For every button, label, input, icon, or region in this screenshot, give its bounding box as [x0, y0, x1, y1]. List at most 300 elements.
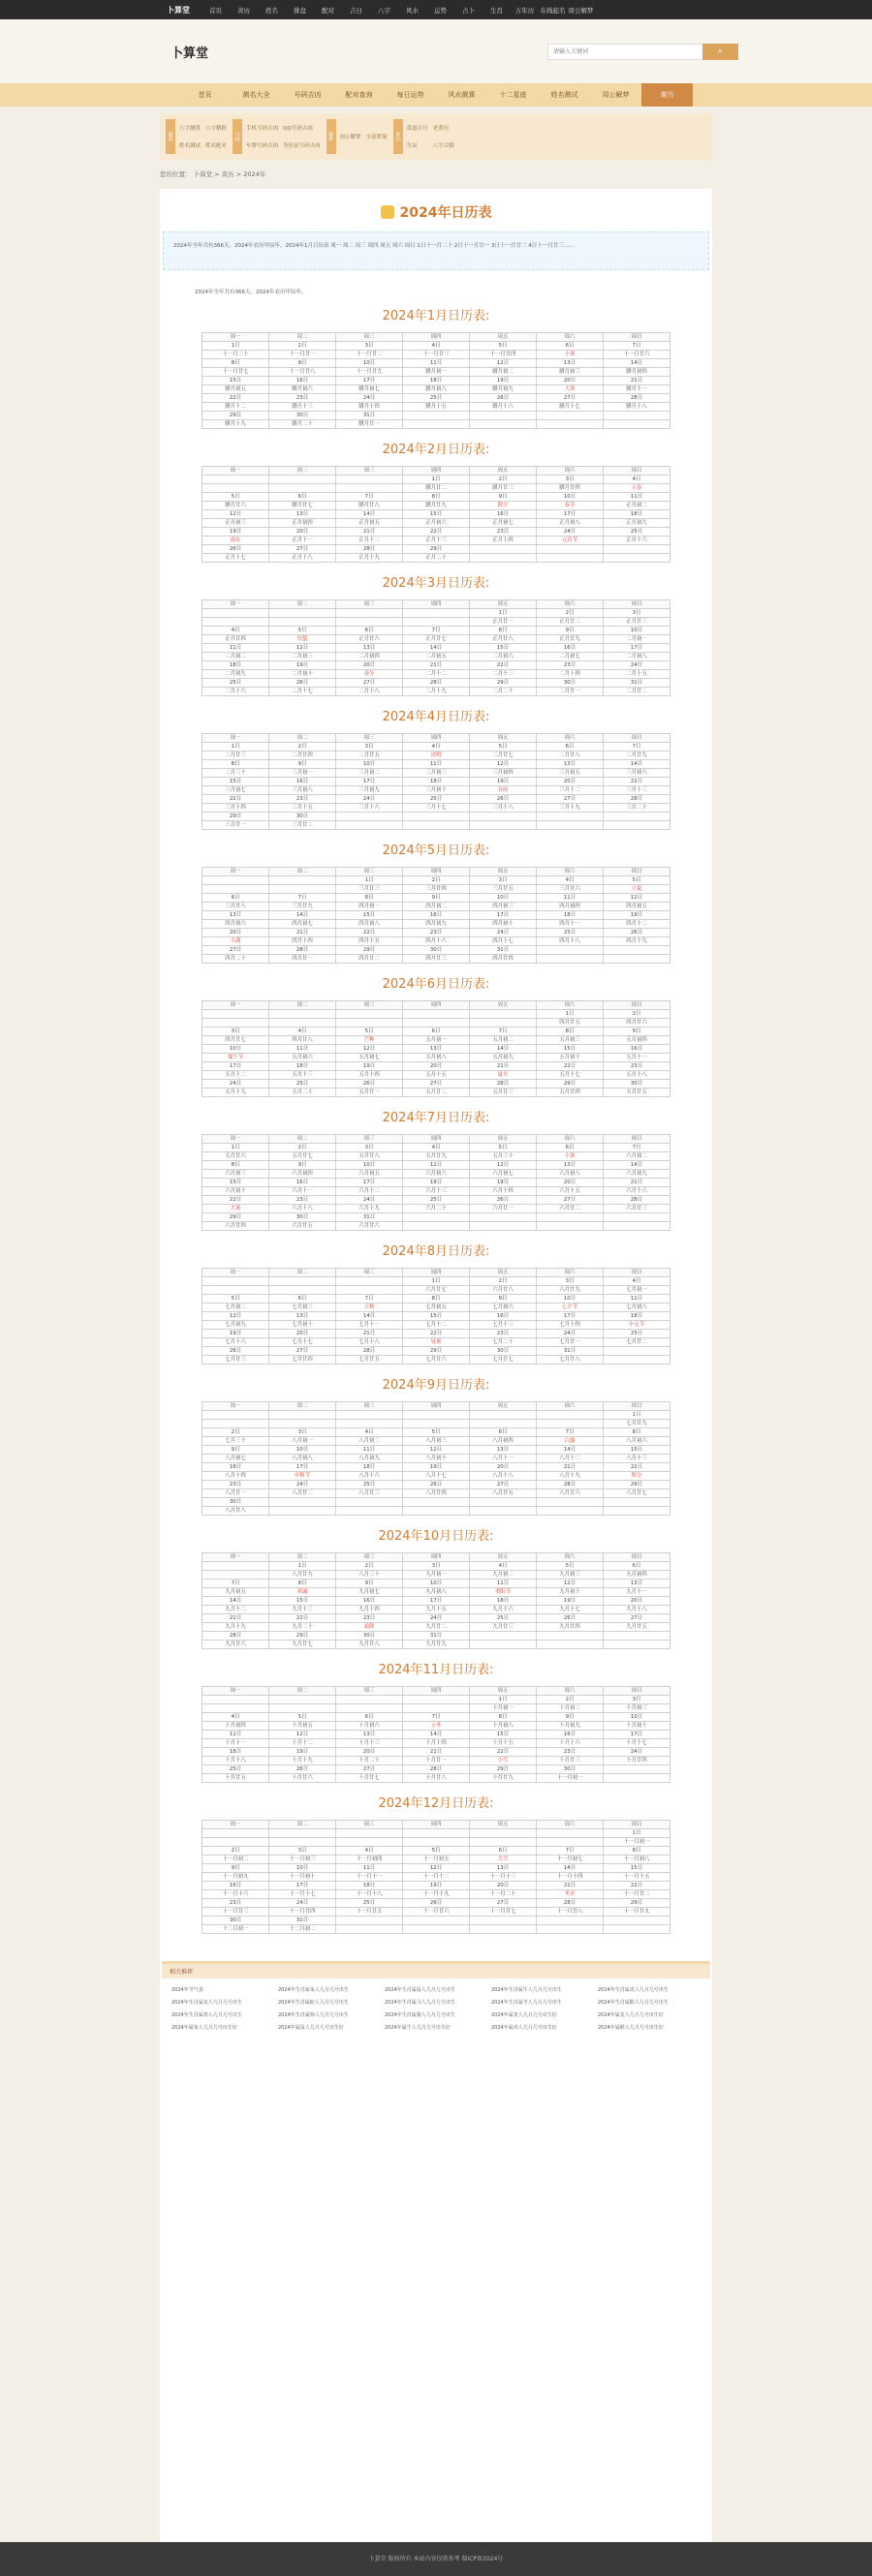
- day-cell[interactable]: 24日: [537, 1330, 604, 1338]
- day-cell[interactable]: 24日: [336, 795, 403, 804]
- related-link[interactable]: 2024年属猴人几月几号出生好: [598, 2025, 664, 2031]
- sub-nav-link[interactable]: 老黄历: [432, 126, 450, 132]
- day-cell[interactable]: 6日: [403, 1027, 470, 1036]
- day-cell[interactable]: 24日: [604, 661, 670, 670]
- day-cell[interactable]: 6日: [470, 1847, 537, 1855]
- day-cell[interactable]: 9日: [537, 627, 604, 635]
- day-cell[interactable]: 25日: [202, 679, 269, 688]
- day-cell[interactable]: 5日: [537, 1562, 604, 1571]
- day-cell[interactable]: 29日: [403, 1347, 470, 1356]
- day-cell[interactable]: 15日: [202, 778, 269, 786]
- day-cell[interactable]: 26日: [537, 1614, 604, 1623]
- day-cell[interactable]: 30日: [202, 1917, 269, 1925]
- day-cell[interactable]: 11日: [403, 760, 470, 769]
- day-cell[interactable]: 15日: [604, 1864, 670, 1873]
- day-cell[interactable]: 13日: [269, 510, 336, 519]
- day-cell[interactable]: 19日: [403, 1463, 470, 1472]
- day-cell[interactable]: 22日: [336, 929, 403, 937]
- day-cell[interactable]: 26日: [202, 1347, 269, 1356]
- day-cell[interactable]: 3日: [336, 342, 403, 351]
- day-cell[interactable]: 4日: [202, 627, 269, 635]
- day-cell[interactable]: 28日: [403, 1765, 470, 1774]
- day-cell[interactable]: 2日: [202, 1428, 269, 1437]
- day-cell[interactable]: 13日: [269, 1312, 336, 1321]
- day-cell[interactable]: 20日: [269, 1330, 336, 1338]
- day-cell[interactable]: 7日: [604, 342, 670, 351]
- day-cell[interactable]: 24日: [336, 394, 403, 403]
- day-cell[interactable]: 28日: [269, 946, 336, 955]
- day-cell[interactable]: 13日: [403, 1045, 470, 1054]
- day-cell[interactable]: 25日: [336, 1481, 403, 1489]
- day-cell[interactable]: 2日: [336, 1562, 403, 1571]
- site-logo[interactable]: 卜算堂: [171, 46, 209, 61]
- day-cell[interactable]: 12日: [269, 1731, 336, 1739]
- day-cell[interactable]: 24日: [537, 528, 604, 537]
- day-cell[interactable]: 14日: [537, 1446, 604, 1455]
- day-cell[interactable]: 18日: [537, 911, 604, 920]
- day-cell[interactable]: 18日: [403, 1179, 470, 1187]
- related-link[interactable]: 2024年生肖属猴人几月几号出生: [598, 2000, 669, 2006]
- day-cell[interactable]: 31日: [336, 412, 403, 420]
- day-cell[interactable]: 17日: [336, 778, 403, 786]
- day-cell[interactable]: 12日: [537, 1579, 604, 1588]
- day-cell[interactable]: 21日: [604, 1179, 670, 1187]
- day-cell[interactable]: 25日: [403, 394, 470, 403]
- related-link[interactable]: 2024年节气表: [171, 1987, 203, 1993]
- top-nav-item[interactable]: 万年历: [514, 6, 535, 15]
- day-cell[interactable]: 26日: [470, 394, 537, 403]
- day-cell[interactable]: 6日: [470, 1428, 537, 1437]
- day-cell[interactable]: 13日: [604, 1579, 670, 1588]
- day-cell[interactable]: 19日: [202, 1330, 269, 1338]
- day-cell[interactable]: 4日: [336, 1428, 403, 1437]
- day-cell[interactable]: 6日: [537, 342, 604, 351]
- main-nav-item[interactable]: 首页: [198, 91, 212, 99]
- top-nav-item[interactable]: 姓名: [265, 6, 278, 15]
- day-cell[interactable]: 16日: [470, 1312, 537, 1321]
- day-cell[interactable]: 21日: [470, 1062, 537, 1071]
- day-cell[interactable]: 8日: [269, 1579, 336, 1588]
- day-cell[interactable]: 5日: [202, 1295, 269, 1303]
- day-cell[interactable]: 16日: [269, 1179, 336, 1187]
- day-cell[interactable]: 19日: [336, 1062, 403, 1071]
- day-cell[interactable]: 25日: [604, 528, 670, 537]
- day-cell[interactable]: 15日: [403, 1312, 470, 1321]
- sub-nav-link[interactable]: QQ号码吉凶: [283, 126, 313, 132]
- day-cell[interactable]: 21日: [336, 528, 403, 537]
- day-cell[interactable]: 24日: [403, 1614, 470, 1623]
- day-cell[interactable]: 12日: [202, 510, 269, 519]
- day-cell[interactable]: 6日: [537, 743, 604, 751]
- day-cell[interactable]: 30日: [269, 412, 336, 420]
- day-cell[interactable]: 18日: [403, 778, 470, 786]
- day-cell[interactable]: 23日: [537, 1748, 604, 1757]
- day-cell[interactable]: 22日: [537, 1062, 604, 1071]
- top-logo[interactable]: 卜算堂: [167, 5, 190, 15]
- day-cell[interactable]: 8日: [604, 1847, 670, 1855]
- day-cell[interactable]: 11日: [470, 1579, 537, 1588]
- day-cell[interactable]: 2日: [269, 743, 336, 751]
- day-cell[interactable]: 2日: [202, 1847, 269, 1855]
- related-link[interactable]: 2024年生肖属鸡人几月几号出生: [171, 2012, 242, 2018]
- day-cell[interactable]: 14日: [336, 1312, 403, 1321]
- day-cell[interactable]: 2日: [269, 342, 336, 351]
- day-cell[interactable]: 19日: [470, 377, 537, 385]
- day-cell[interactable]: 8日: [470, 1713, 537, 1722]
- day-cell[interactable]: 2日: [403, 876, 470, 885]
- day-cell[interactable]: 6日: [202, 894, 269, 903]
- day-cell[interactable]: 15日: [403, 510, 470, 519]
- day-cell[interactable]: 1日: [202, 743, 269, 751]
- top-nav-item[interactable]: 首页: [209, 6, 222, 15]
- day-cell[interactable]: 29日: [470, 1765, 537, 1774]
- day-cell[interactable]: 23日: [537, 661, 604, 670]
- day-cell[interactable]: 27日: [470, 1481, 537, 1489]
- day-cell[interactable]: 9日: [269, 1161, 336, 1170]
- day-cell[interactable]: 7日: [403, 627, 470, 635]
- day-cell[interactable]: 16日: [336, 1597, 403, 1606]
- day-cell[interactable]: 23日: [269, 795, 336, 804]
- day-cell[interactable]: 29日: [202, 813, 269, 821]
- day-cell[interactable]: 10日: [537, 1295, 604, 1303]
- day-cell[interactable]: 9日: [202, 1446, 269, 1455]
- main-nav-item[interactable]: 周公解梦: [602, 91, 630, 99]
- day-cell[interactable]: 29日: [403, 545, 470, 554]
- day-cell[interactable]: 11日: [403, 359, 470, 368]
- top-nav-item[interactable]: 周公解梦: [568, 6, 594, 15]
- main-nav-item[interactable]: 风水测算: [448, 91, 476, 99]
- day-cell[interactable]: 5日: [470, 743, 537, 751]
- day-cell[interactable]: 24日: [269, 1899, 336, 1908]
- day-cell[interactable]: 22日: [403, 1330, 470, 1338]
- day-cell[interactable]: 16日: [269, 778, 336, 786]
- day-cell[interactable]: 19日: [403, 1882, 470, 1890]
- day-cell[interactable]: 22日: [269, 1614, 336, 1623]
- day-cell[interactable]: 25日: [202, 1765, 269, 1774]
- top-nav-item[interactable]: 生肖: [490, 6, 503, 15]
- day-cell[interactable]: 1日: [269, 1562, 336, 1571]
- day-cell[interactable]: 21日: [269, 929, 336, 937]
- day-cell[interactable]: 26日: [403, 1899, 470, 1908]
- related-link[interactable]: 2024年属龙人几月几号出生好: [598, 2012, 664, 2018]
- day-cell[interactable]: 8日: [403, 1295, 470, 1303]
- day-cell[interactable]: 26日: [202, 545, 269, 554]
- day-cell[interactable]: 14日: [403, 644, 470, 653]
- related-link[interactable]: 2024年属虎人几月几号出生好: [491, 2025, 557, 2031]
- day-cell[interactable]: 2日: [470, 1277, 537, 1286]
- day-cell[interactable]: 3日: [537, 1277, 604, 1286]
- day-cell[interactable]: 8日: [604, 1428, 670, 1437]
- day-cell[interactable]: 5日: [470, 342, 537, 351]
- day-cell[interactable]: 12日: [470, 1161, 537, 1170]
- day-cell[interactable]: 26日: [336, 1080, 403, 1089]
- day-cell[interactable]: 29日: [604, 1899, 670, 1908]
- day-cell[interactable]: 4日: [403, 743, 470, 751]
- day-cell[interactable]: 27日: [269, 1347, 336, 1356]
- day-cell[interactable]: 8日: [202, 760, 269, 769]
- day-cell[interactable]: 20日: [470, 1463, 537, 1472]
- day-cell[interactable]: 13日: [470, 1446, 537, 1455]
- day-cell[interactable]: 6日: [336, 627, 403, 635]
- day-cell[interactable]: 27日: [202, 946, 269, 955]
- day-cell[interactable]: 15日: [537, 1045, 604, 1054]
- day-cell[interactable]: 7日: [537, 1847, 604, 1855]
- day-cell[interactable]: 14日: [604, 760, 670, 769]
- day-cell[interactable]: 3日: [202, 1027, 269, 1036]
- related-link[interactable]: 2024年生肖属猪人几月几号出生: [385, 2012, 455, 2018]
- day-cell[interactable]: 1日: [537, 1010, 604, 1019]
- day-cell[interactable]: 26日: [470, 1196, 537, 1205]
- day-cell[interactable]: 17日: [336, 1179, 403, 1187]
- day-cell[interactable]: 1日: [403, 475, 470, 484]
- day-cell[interactable]: 12日: [470, 760, 537, 769]
- day-cell[interactable]: 23日: [470, 1330, 537, 1338]
- day-cell[interactable]: 21日: [537, 1882, 604, 1890]
- day-cell[interactable]: 9日: [470, 493, 537, 502]
- day-cell[interactable]: 7日: [202, 1579, 269, 1588]
- day-cell[interactable]: 3日: [537, 475, 604, 484]
- day-cell[interactable]: 17日: [470, 911, 537, 920]
- day-cell[interactable]: 17日: [269, 1882, 336, 1890]
- day-cell[interactable]: 11日: [403, 1161, 470, 1170]
- related-link[interactable]: 2024年属龙人几月几号出生好: [491, 2012, 557, 2018]
- day-cell[interactable]: 28日: [336, 545, 403, 554]
- day-cell[interactable]: 19日: [202, 528, 269, 537]
- day-cell[interactable]: 14日: [336, 510, 403, 519]
- day-cell[interactable]: 1日: [604, 1829, 670, 1838]
- day-cell[interactable]: 1日: [202, 342, 269, 351]
- day-cell[interactable]: 7日: [604, 743, 670, 751]
- day-cell[interactable]: 20日: [403, 1062, 470, 1071]
- day-cell[interactable]: 4日: [604, 1277, 670, 1286]
- day-cell[interactable]: 27日: [336, 679, 403, 688]
- day-cell[interactable]: 27日: [403, 1080, 470, 1089]
- day-cell[interactable]: 6日: [269, 1295, 336, 1303]
- sub-nav-link[interactable]: 车牌号码吉凶: [246, 143, 279, 149]
- day-cell[interactable]: 13日: [470, 1864, 537, 1873]
- day-cell[interactable]: 21日: [604, 377, 670, 385]
- day-cell[interactable]: 4日: [403, 1144, 470, 1152]
- sub-nav-link[interactable]: 黄道吉日: [406, 126, 428, 132]
- related-link[interactable]: 2024年属兔人几月几号出生好: [171, 2025, 237, 2031]
- day-cell[interactable]: 25日: [604, 1330, 670, 1338]
- day-cell[interactable]: 19日: [269, 1748, 336, 1757]
- day-cell[interactable]: 19日: [269, 661, 336, 670]
- day-cell[interactable]: 23日: [403, 929, 470, 937]
- day-cell[interactable]: 11日: [269, 1045, 336, 1054]
- day-cell[interactable]: 1日: [202, 1144, 269, 1152]
- day-cell[interactable]: 8日: [403, 493, 470, 502]
- day-cell[interactable]: 2日: [604, 1010, 670, 1019]
- day-cell[interactable]: 2日: [269, 1144, 336, 1152]
- sub-nav-link[interactable]: 八字合婚: [432, 143, 454, 149]
- related-link[interactable]: 2024年生肖属蛇人几月几号出生: [278, 2000, 349, 2006]
- day-cell[interactable]: 25日: [269, 1080, 336, 1089]
- day-cell[interactable]: 16日: [604, 1045, 670, 1054]
- day-cell[interactable]: 10日: [470, 894, 537, 903]
- search-button[interactable]: [702, 44, 738, 60]
- day-cell[interactable]: 15日: [604, 1446, 670, 1455]
- main-nav-item[interactable]: 姓名测试: [550, 91, 578, 99]
- day-cell[interactable]: 26日: [604, 929, 670, 937]
- main-nav-item[interactable]: 十二星座: [499, 91, 527, 99]
- day-cell[interactable]: 11日: [336, 1446, 403, 1455]
- day-cell[interactable]: 12日: [403, 1446, 470, 1455]
- sub-nav-link[interactable]: 全部梦境: [365, 135, 388, 140]
- related-link[interactable]: 2024年生肖属虎人几月几号出生: [598, 1987, 669, 1993]
- top-nav-item[interactable]: 排盘: [294, 6, 306, 15]
- day-cell[interactable]: 29日: [269, 1632, 336, 1641]
- day-cell[interactable]: 8日: [202, 1161, 269, 1170]
- day-cell[interactable]: 10日: [269, 1864, 336, 1873]
- day-cell[interactable]: 21日: [604, 778, 670, 786]
- day-cell[interactable]: 30日: [470, 1347, 537, 1356]
- day-cell[interactable]: 7日: [336, 493, 403, 502]
- day-cell[interactable]: 5日: [403, 1428, 470, 1437]
- day-cell[interactable]: 18日: [470, 1597, 537, 1606]
- related-link[interactable]: 2024年生肖属马人几月几号出生: [385, 2000, 455, 2006]
- day-cell[interactable]: 7日: [269, 894, 336, 903]
- day-cell[interactable]: 11日: [537, 894, 604, 903]
- day-cell[interactable]: 12日: [269, 644, 336, 653]
- day-cell[interactable]: 20日: [269, 528, 336, 537]
- related-link[interactable]: 2024年属鼠人几月几号出生好: [278, 2025, 344, 2031]
- day-cell[interactable]: 8日: [537, 1027, 604, 1036]
- day-cell[interactable]: 4日: [336, 1847, 403, 1855]
- day-cell[interactable]: 15日: [470, 1731, 537, 1739]
- day-cell[interactable]: 24日: [269, 1481, 336, 1489]
- sub-nav-link[interactable]: 手机号码吉凶: [246, 126, 279, 132]
- day-cell[interactable]: 9日: [537, 1713, 604, 1722]
- day-cell[interactable]: 29日: [470, 679, 537, 688]
- main-nav-item[interactable]: 号码吉凶: [294, 91, 322, 99]
- day-cell[interactable]: 9日: [336, 1579, 403, 1588]
- day-cell[interactable]: 15日: [470, 644, 537, 653]
- day-cell[interactable]: 22日: [604, 1882, 670, 1890]
- day-cell[interactable]: 12日: [604, 894, 670, 903]
- day-cell[interactable]: 20日: [537, 778, 604, 786]
- search-input[interactable]: [547, 44, 702, 60]
- day-cell[interactable]: 1日: [604, 1411, 670, 1420]
- day-cell[interactable]: 17日: [336, 377, 403, 385]
- day-cell[interactable]: 30日: [604, 1080, 670, 1089]
- day-cell[interactable]: 23日: [604, 1062, 670, 1071]
- day-cell[interactable]: 21日: [202, 1614, 269, 1623]
- day-cell[interactable]: 5日: [269, 1713, 336, 1722]
- day-cell[interactable]: 22日: [470, 1748, 537, 1757]
- day-cell[interactable]: 17日: [269, 1463, 336, 1472]
- day-cell[interactable]: 20日: [537, 377, 604, 385]
- day-cell[interactable]: 6日: [269, 493, 336, 502]
- day-cell[interactable]: 23日: [269, 1196, 336, 1205]
- day-cell[interactable]: 18日: [202, 1748, 269, 1757]
- day-cell[interactable]: 1日: [470, 1696, 537, 1704]
- day-cell[interactable]: 6日: [336, 1713, 403, 1722]
- day-cell[interactable]: 23日: [269, 394, 336, 403]
- day-cell[interactable]: 5日: [202, 493, 269, 502]
- day-cell[interactable]: 10日: [336, 760, 403, 769]
- day-cell[interactable]: 24日: [470, 929, 537, 937]
- day-cell[interactable]: 16日: [537, 644, 604, 653]
- day-cell[interactable]: 17日: [403, 1597, 470, 1606]
- day-cell[interactable]: 16日: [537, 1731, 604, 1739]
- day-cell[interactable]: 14日: [403, 1731, 470, 1739]
- day-cell[interactable]: 24日: [604, 1748, 670, 1757]
- day-cell[interactable]: 3日: [336, 1144, 403, 1152]
- day-cell[interactable]: 10日: [336, 1161, 403, 1170]
- day-cell[interactable]: 3日: [403, 1562, 470, 1571]
- sub-nav-link[interactable]: 八字精批: [205, 126, 228, 132]
- day-cell[interactable]: 29日: [537, 1080, 604, 1089]
- day-cell[interactable]: 22日: [202, 394, 269, 403]
- day-cell[interactable]: 14日: [269, 911, 336, 920]
- day-cell[interactable]: 12日: [202, 1312, 269, 1321]
- day-cell[interactable]: 21日: [403, 1748, 470, 1757]
- day-cell[interactable]: 13日: [202, 911, 269, 920]
- day-cell[interactable]: 4日: [403, 342, 470, 351]
- day-cell[interactable]: 8日: [202, 359, 269, 368]
- day-cell[interactable]: 17日: [537, 510, 604, 519]
- day-cell[interactable]: 28日: [537, 1481, 604, 1489]
- day-cell[interactable]: 27日: [269, 545, 336, 554]
- related-link[interactable]: 2024年生肖属羊人几月几号出生: [491, 2000, 562, 2006]
- related-link[interactable]: 2024年属牛人几月几号出生好: [385, 2025, 451, 2031]
- top-nav-item[interactable]: 运势: [434, 6, 447, 15]
- top-nav-item[interactable]: 吉日: [350, 6, 362, 15]
- day-cell[interactable]: 27日: [470, 1899, 537, 1908]
- day-cell[interactable]: 16日: [202, 1882, 269, 1890]
- day-cell[interactable]: 5日: [336, 1027, 403, 1036]
- day-cell[interactable]: 16日: [470, 510, 537, 519]
- day-cell[interactable]: 23日: [202, 1899, 269, 1908]
- day-cell[interactable]: 3日: [269, 1847, 336, 1855]
- day-cell[interactable]: 25日: [537, 929, 604, 937]
- day-cell[interactable]: 28日: [403, 679, 470, 688]
- day-cell[interactable]: 26日: [269, 679, 336, 688]
- day-cell[interactable]: 26日: [470, 795, 537, 804]
- day-cell[interactable]: 20日: [336, 661, 403, 670]
- sub-nav-link[interactable]: 姓名测试: [179, 143, 202, 149]
- day-cell[interactable]: 3日: [604, 1696, 670, 1704]
- day-cell[interactable]: 12日: [336, 1045, 403, 1054]
- main-nav-item[interactable]: 每日运势: [396, 91, 424, 99]
- day-cell[interactable]: 18日: [336, 1882, 403, 1890]
- day-cell[interactable]: 28日: [604, 795, 670, 804]
- day-cell[interactable]: 11日: [202, 644, 269, 653]
- day-cell[interactable]: 27日: [336, 1765, 403, 1774]
- day-cell[interactable]: 9日: [470, 1295, 537, 1303]
- day-cell[interactable]: 17日: [537, 1312, 604, 1321]
- day-cell[interactable]: 12日: [470, 359, 537, 368]
- day-cell[interactable]: 10日: [403, 1579, 470, 1588]
- day-cell[interactable]: 20日: [336, 1748, 403, 1757]
- day-cell[interactable]: 15日: [202, 377, 269, 385]
- day-cell[interactable]: 11日: [604, 1295, 670, 1303]
- related-link[interactable]: 2024年生肖属鼠人几月几号出生: [385, 1987, 455, 1993]
- day-cell[interactable]: 14日: [604, 359, 670, 368]
- day-cell[interactable]: 30日: [537, 679, 604, 688]
- sub-nav-link[interactable]: 周公解梦: [339, 135, 361, 140]
- main-nav-item[interactable]: 测名大全: [242, 91, 270, 99]
- day-cell[interactable]: 19日: [604, 911, 670, 920]
- main-nav-item[interactable]: 配对查询: [345, 91, 373, 99]
- day-cell[interactable]: 16日: [269, 377, 336, 385]
- day-cell[interactable]: 15日: [269, 1597, 336, 1606]
- day-cell[interactable]: 2日: [537, 609, 604, 618]
- day-cell[interactable]: 27日: [604, 1614, 670, 1623]
- sub-nav-link[interactable]: 生辰: [406, 143, 418, 149]
- top-nav-item[interactable]: 在线起名: [540, 6, 566, 15]
